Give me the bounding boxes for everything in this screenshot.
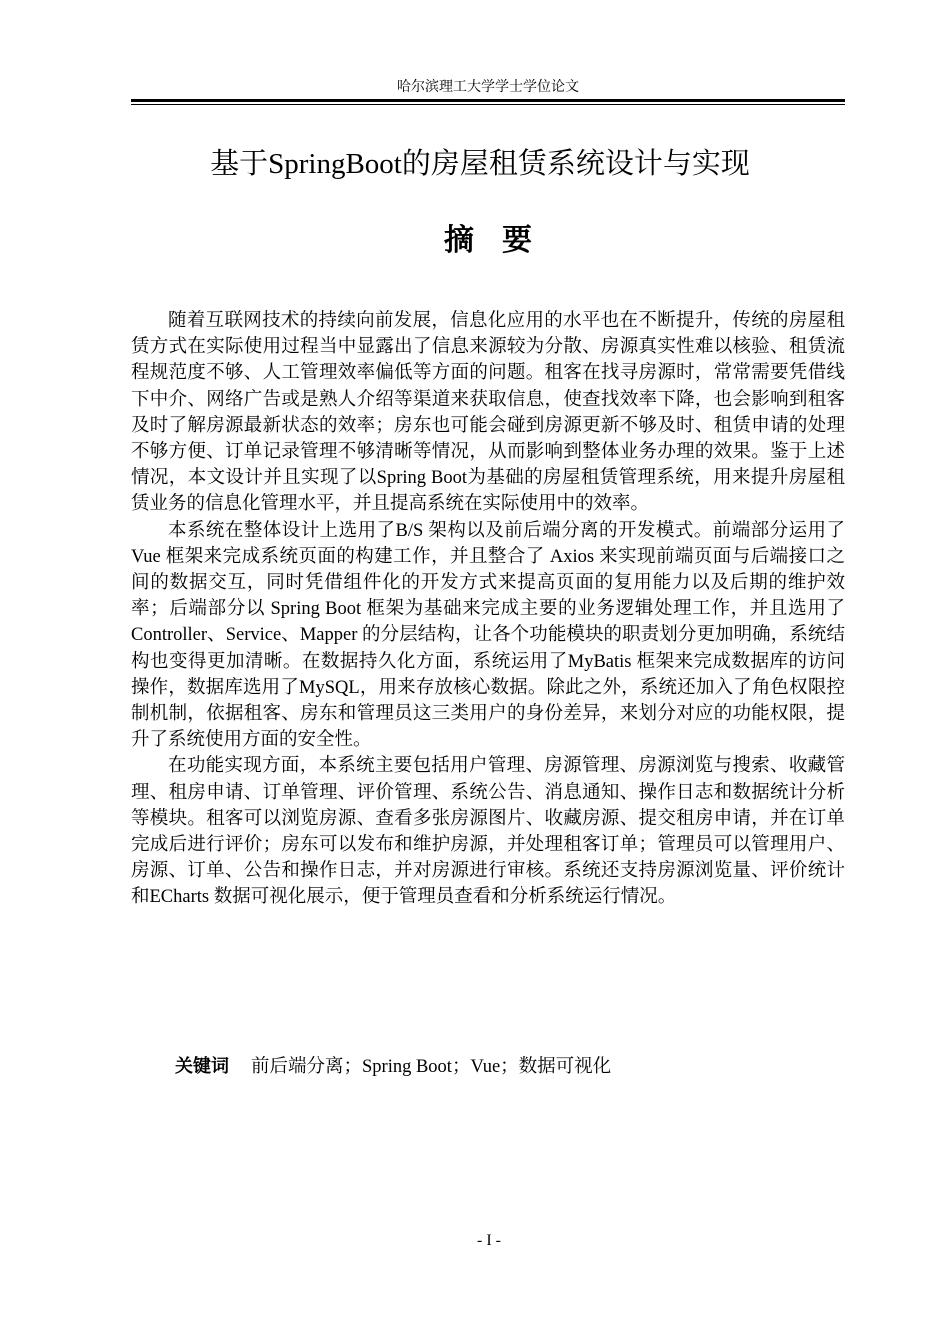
keywords-line: [175, 1054, 611, 1080]
header-rule-thin: [131, 104, 845, 105]
thesis-title: 基于SpringBoot的房屋租赁系统设计与实现: [210, 148, 750, 180]
keywords-label: 关键词: [175, 1056, 229, 1077]
keywords-text: 前后端分离；Spring Boot；Vue；数据可视化: [251, 1057, 612, 1077]
header-rule-thick: [131, 99, 845, 102]
abstract-body: [131, 308, 845, 911]
abstract-paragraph-3: 在功能实现方面，本系统主要包括用户管理、房源管理、房源浏览与搜索、收藏管理、租房申请、订单管理、评价管理、系统公告、消息通知、操作日志和数据统计分析等模块。租客可以浏览房源、查看多张房源图片、收藏房源、提交租房申请，并在订单完成后进行评价；房东可以发布和维护房源，并处理租客订单；管理员可以管理用户、房源、订单、公告和操作日志，并对房源进行审核。系统还支持房源浏览量、评价统计和ECharts 数据可视化展示，便于管理员查看和分析系统运行情况。: [131, 756, 845, 908]
abstract-paragraph-2: 本系统在整体设计上选用了B/S 架构以及前后端分离的开发模式。前端部分运用了 Vue 框架来完成系统页面的构建工作，并且整合了 Axios 来实现前端页面与后端接口之间的数据交互，同时凭借组件化的开发方式来提高页面的复用能力以及后期的维护效率；后端部分以 Spring Boot 框架为基础来完成主要的业务逻辑处理工作，并且选用了 Controller、Service、Mapper 的分层结构，让各个功能模块的职责划分更加明确，系统结构也变得更加清晰。在数据持久化方面，系统运用了MyBatis 框架来完成数据库的访问操作，数据库选用了MySQL，用来存放核心数据。除此之外，系统还加入了角色权限控制机制，依据租客、房东和管理员这三类用户的身份差异，来划分对应的功能权限，提升了系统使用方面的安全性。: [131, 520, 845, 751]
abstract-paragraph-1: 随着互联网技术的持续向前发展，信息化应用的水平也在不断提升，传统的房屋租赁方式在实际使用过程当中显露出了信息来源较为分散、房源真实性难以核验、租赁流程规范度不够、人工管理效率偏低等方面的问题。租客在找寻房源时，常常需要凭借线下中介、网络广告或是熟人介绍等渠道来获取信息，使查找效率下降，也会影响到租客及时了解房源最新状态的效率；房东也可能会碰到房源更新不够及时、租赁申请的处理不够方便、订单记录管理不够清晰等情况，从而影响到整体业务办理的效果。鉴于上述情况，本文设计并且实现了以Spring Boot为基础的房屋租赁管理系统，用来提升房屋租赁业务的信息化管理水平，并且提高系统在实际使用中的效率。: [131, 311, 845, 515]
running-head: 哈尔滨理工大学学士学位论文: [397, 80, 579, 95]
abstract-heading: 摘要: [444, 223, 560, 258]
page-number: - I -: [477, 1232, 501, 1249]
